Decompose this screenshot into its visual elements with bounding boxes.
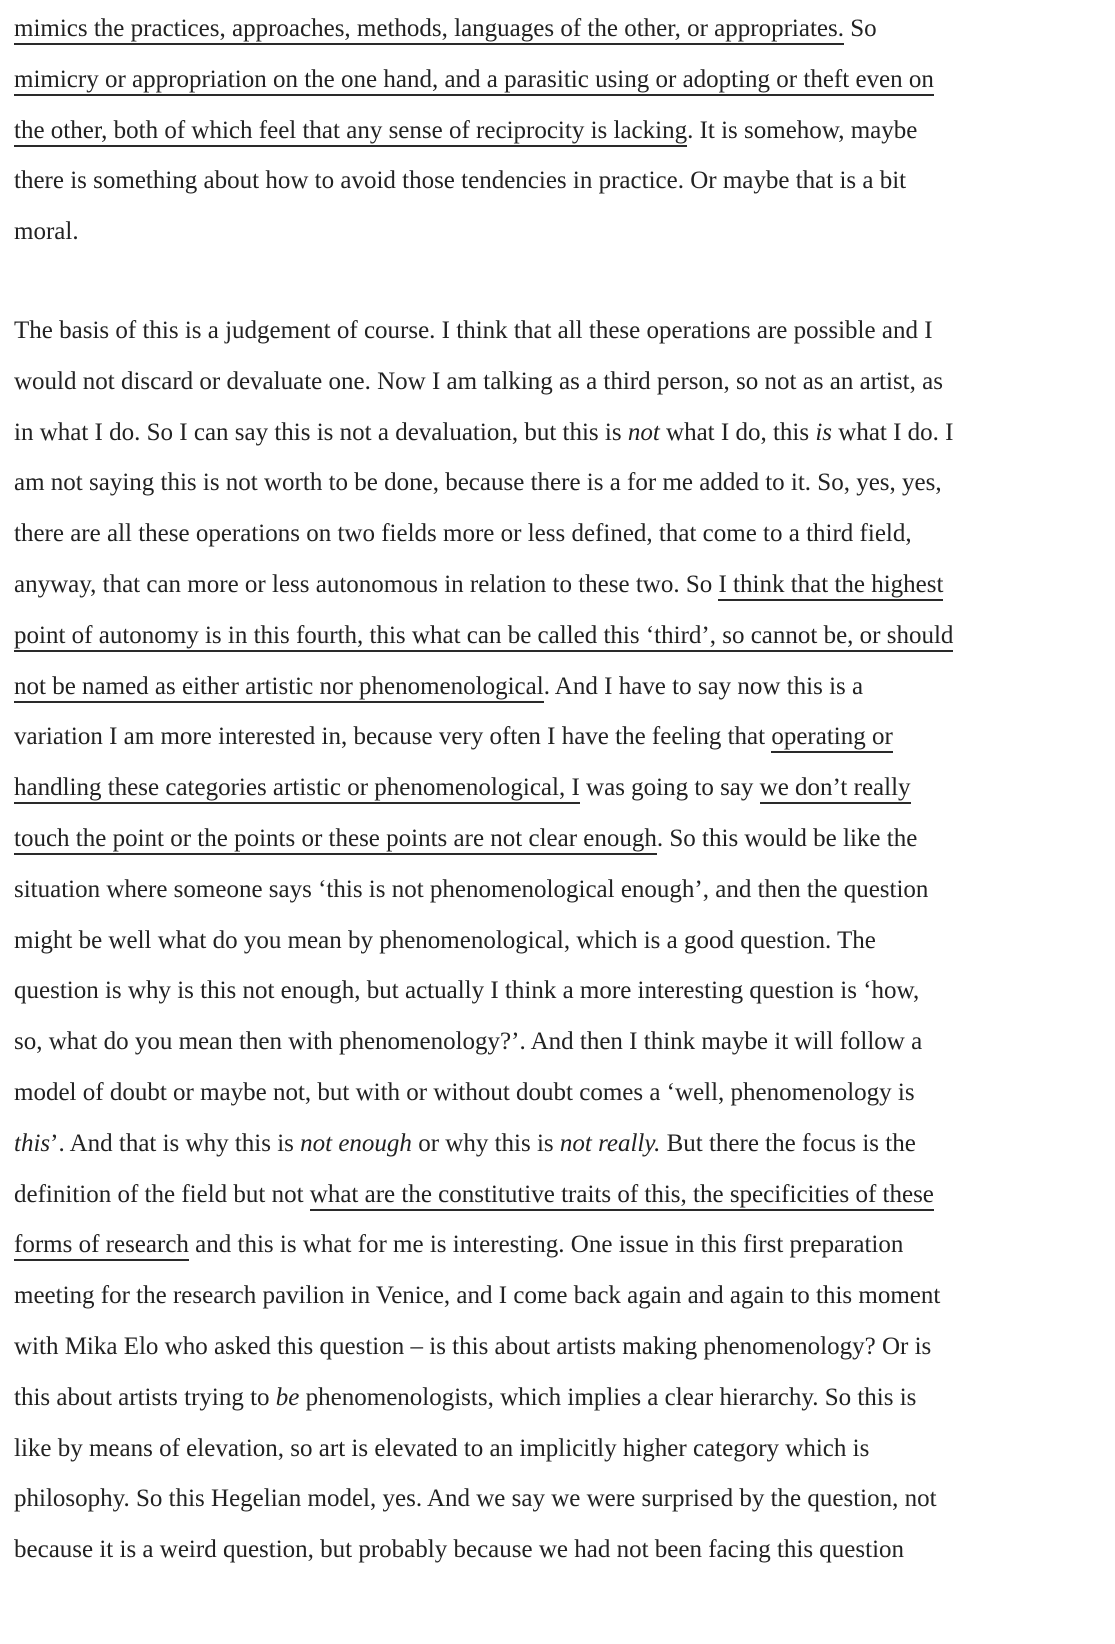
underlined-text: mimics the practices, approaches, methods, languages of the other, or appropriates. xyxy=(14,15,844,45)
text-run: But there the focus is the xyxy=(660,1129,916,1157)
text-run: ’. And that is why this is xyxy=(50,1129,301,1157)
text-line xyxy=(14,306,1085,357)
underlined-text: we don’t really xyxy=(760,774,911,804)
text-run: what I do. I xyxy=(832,418,954,446)
text-run: what I do, this xyxy=(659,418,816,446)
text-run: . So this would be like the xyxy=(656,824,918,852)
text-run: moral. xyxy=(14,218,79,246)
underlined-text: mimicry or appropriation on the one hand, and a parasitic using or adopting or theft even on xyxy=(14,66,934,96)
text-run: like by means of elevation, so art is elevated to an implicitly higher category which is xyxy=(14,1434,870,1462)
text-line xyxy=(14,1474,1085,1525)
text-run: . And I have to say now this is a xyxy=(543,672,864,700)
text-line xyxy=(14,763,1085,814)
text-run: and this is what for me is interesting. One issue in this first preparation xyxy=(188,1231,904,1259)
text-run: this about artists trying to xyxy=(14,1383,276,1411)
text-line xyxy=(14,865,1085,916)
underlined-text: operating or xyxy=(771,723,892,753)
text-line xyxy=(14,408,1085,459)
text-line xyxy=(14,1424,1085,1475)
text-run: because it is a weird question, but probably because we had not been facing this question xyxy=(14,1536,905,1564)
paragraph xyxy=(14,306,1085,1576)
text-run: there is something about how to avoid those tendencies in practice. Or maybe that is a bit xyxy=(14,167,907,195)
underlined-text: point of autonomy is in this fourth, this what can be called this ‘third’, so cannot be, or should xyxy=(14,622,953,652)
text-run: am not saying this is not worth to be done, because there is a for me added to it. So, yes, yes, xyxy=(14,469,942,497)
text-line xyxy=(14,1119,1085,1170)
text-run: in what I do. So I can say this is not a devaluation, but this is xyxy=(14,418,628,446)
text-line xyxy=(14,1271,1085,1322)
underlined-text: forms of research xyxy=(14,1231,189,1261)
text-line xyxy=(14,560,1085,611)
text-line xyxy=(14,662,1085,713)
text-run: anyway, that can more or less autonomous in relation to these two. So xyxy=(14,570,719,598)
text-line xyxy=(14,106,1085,157)
underlined-text: the other, both of which feel that any sense of reciprocity is lacking xyxy=(14,117,687,147)
text-line xyxy=(14,1170,1085,1221)
underlined-text: not be named as either artistic nor phenomenological xyxy=(14,673,544,703)
text-run: The basis of this is a judgement of course. I think that all these operations are possible and I xyxy=(14,316,933,344)
underlined-text: touch the point or the points or these points are not clear enough xyxy=(14,825,657,855)
text-run: . It is somehow, maybe xyxy=(687,116,918,144)
text-line xyxy=(14,207,1085,258)
text-run: would not discard or devaluate one. Now I am talking as a third person, so not as an artist, as xyxy=(14,367,943,395)
text-run: situation where someone says ‘this is not phenomenological enough’, and then the question xyxy=(14,875,929,903)
text-line xyxy=(14,156,1085,207)
text-line xyxy=(14,611,1085,662)
paragraph xyxy=(14,4,1085,258)
text-line xyxy=(14,916,1085,967)
italic-text: this xyxy=(14,1129,51,1157)
italic-text: not enough xyxy=(300,1129,412,1157)
italic-text: not really. xyxy=(559,1129,661,1157)
text-run: was going to say xyxy=(579,774,760,802)
text-run: might be well what do you mean by phenomenological, which is a good question. The xyxy=(14,926,876,954)
text-line xyxy=(14,1017,1085,1068)
text-line xyxy=(14,814,1085,865)
text-run: so, what do you mean then with phenomenology?’. And then I think maybe it will follow a xyxy=(14,1028,923,1056)
text-run: or why this is xyxy=(411,1129,560,1157)
text-line xyxy=(14,966,1085,1017)
italic-text: be xyxy=(275,1383,300,1411)
text-line xyxy=(14,1220,1085,1271)
text-line xyxy=(14,1525,1085,1576)
text-run: So xyxy=(843,15,877,42)
text-run: meeting for the research pavilion in Venice, and I come back again and again to this moment xyxy=(14,1282,941,1310)
text-run: question is why is this not enough, but actually I think a more interesting question is ‘how, xyxy=(14,977,920,1005)
text-run: phenomenologists, which implies a clear hierarchy. So this is xyxy=(299,1383,917,1411)
text-line xyxy=(14,357,1085,408)
text-line xyxy=(14,509,1085,560)
text-run: variation I am more interested in, because very often I have the feeling that xyxy=(14,723,772,751)
underlined-text: handling these categories artistic or phenomenological, I xyxy=(14,774,580,804)
text-run: model of doubt or maybe not, but with or without doubt comes a ‘well, phenomenology is xyxy=(14,1078,915,1106)
document-body xyxy=(14,4,1085,1576)
underlined-text: what are the constitutive traits of this, the specificities of these xyxy=(310,1181,934,1211)
text-line xyxy=(14,1373,1085,1424)
text-line xyxy=(14,4,1085,55)
text-run: philosophy. So this Hegelian model, yes. And we say we were surprised by the question, not xyxy=(14,1485,937,1513)
text-run: with Mika Elo who asked this question – is this about artists making phenomenology? Or is xyxy=(14,1332,932,1360)
underlined-text: I think that the highest xyxy=(718,571,943,601)
text-run: definition of the field but not xyxy=(14,1180,310,1208)
text-line xyxy=(14,1322,1085,1373)
text-line xyxy=(14,1068,1085,1119)
italic-text: is xyxy=(815,418,833,446)
text-run: there are all these operations on two fields more or less defined, that come to a third field, xyxy=(14,520,912,548)
italic-text: not xyxy=(627,418,660,446)
text-line xyxy=(14,55,1085,106)
text-line xyxy=(14,458,1085,509)
text-line xyxy=(14,712,1085,763)
